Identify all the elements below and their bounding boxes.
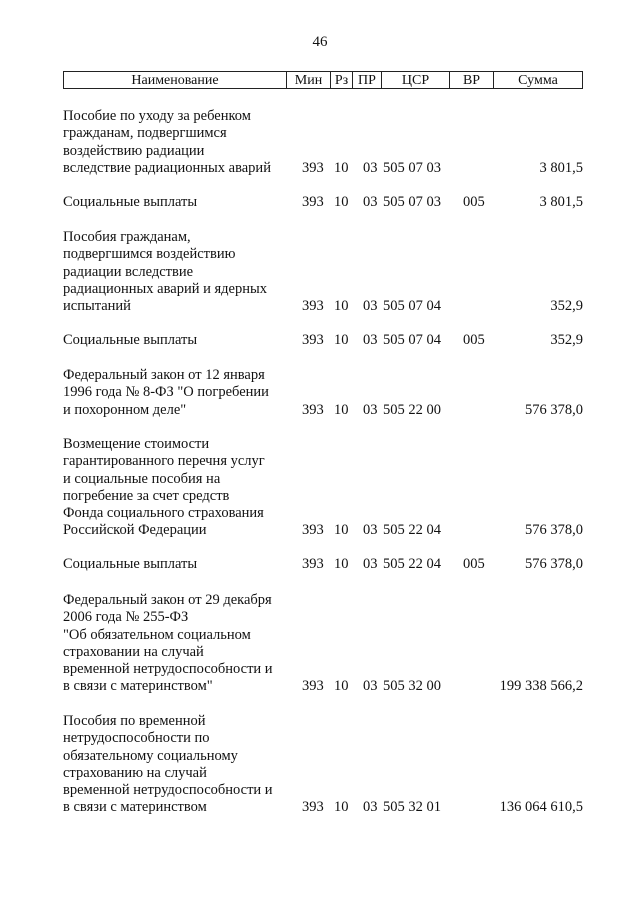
- row-pr: 03: [363, 332, 378, 348]
- row-name: Пособие по уходу за ребенком гражданам, подвергшимся воздействию радиации вследствие радиационных аварий: [63, 108, 271, 176]
- row-rz: 10: [334, 678, 349, 694]
- row-pr: 03: [363, 556, 378, 572]
- row-csr: 505 07 04: [383, 298, 441, 314]
- page-number: 46: [312, 34, 328, 50]
- row-sum: 576 378,0: [525, 556, 583, 572]
- row-min: 393: [302, 194, 324, 210]
- row-pr: 03: [363, 678, 378, 694]
- row-name: Социальные выплаты: [63, 332, 198, 348]
- row-rz: 10: [334, 402, 349, 418]
- row-sum: 576 378,0: [525, 402, 583, 418]
- row-name: Социальные выплаты: [63, 556, 198, 572]
- table-header: [63, 71, 583, 89]
- row-name: Возмещение стоимости гарантированного перечня услуг и социальные пособия на погребение за счет средств Фонда социального страхования Российской Федерации: [63, 436, 265, 539]
- row-rz: 10: [334, 799, 349, 815]
- row-csr: 505 32 01: [383, 799, 441, 815]
- header-pr: ПР: [353, 72, 382, 88]
- row-rz: 10: [334, 522, 349, 538]
- row-csr: 505 07 03: [383, 160, 441, 176]
- row-pr: 03: [363, 194, 378, 210]
- row-pr: 03: [363, 402, 378, 418]
- row-sum: 3 801,5: [539, 194, 583, 210]
- row-vr: 005: [463, 332, 485, 348]
- row-csr: 505 22 04: [383, 522, 441, 538]
- header-vr: ВР: [450, 72, 494, 88]
- row-sum: 352,9: [550, 298, 583, 314]
- header-name: Наименование: [64, 72, 287, 88]
- row-csr: 505 07 04: [383, 332, 441, 348]
- row-pr: 03: [363, 799, 378, 815]
- row-name: Федеральный закон от 29 декабря 2006 года № 255-ФЗ "Об обязательном социальном страховании на случай временной нетрудоспособности и в связи с материнством": [63, 592, 273, 695]
- row-min: 393: [302, 298, 324, 314]
- row-vr: 005: [463, 194, 485, 210]
- header-csr: ЦСР: [382, 72, 450, 88]
- row-vr: 005: [463, 556, 485, 572]
- row-csr: 505 22 00: [383, 402, 441, 418]
- row-rz: 10: [334, 332, 349, 348]
- row-min: 393: [302, 799, 324, 815]
- row-sum: 199 338 566,2: [499, 678, 583, 694]
- row-csr: 505 32 00: [383, 678, 441, 694]
- row-name: Пособия по временной нетрудоспособности по обязательному социальному страхованию на случай временной нетрудоспособности и в связи с материнством: [63, 713, 273, 816]
- row-min: 393: [302, 678, 324, 694]
- row-min: 393: [302, 332, 324, 348]
- row-rz: 10: [334, 556, 349, 572]
- header-rz: Рз: [331, 72, 353, 88]
- row-name: Пособия гражданам, подвергшимся воздействию радиации вследствие радиационных аварий и ядерных испытаний: [63, 229, 267, 315]
- row-rz: 10: [334, 160, 349, 176]
- row-name: Социальные выплаты: [63, 194, 198, 210]
- row-sum: 3 801,5: [539, 160, 583, 176]
- row-csr: 505 07 03: [383, 194, 441, 210]
- row-pr: 03: [363, 522, 378, 538]
- row-name: Федеральный закон от 12 января 1996 года № 8-ФЗ "О погребении и похоронном деле": [63, 367, 269, 418]
- row-min: 393: [302, 556, 324, 572]
- row-sum: 352,9: [550, 332, 583, 348]
- header-sum: Сумма: [518, 73, 558, 88]
- row-pr: 03: [363, 298, 378, 314]
- header-min: Мин: [287, 72, 331, 88]
- row-rz: 10: [334, 194, 349, 210]
- row-sum: 576 378,0: [525, 522, 583, 538]
- row-rz: 10: [334, 298, 349, 314]
- row-csr: 505 22 04: [383, 556, 441, 572]
- row-min: 393: [302, 402, 324, 418]
- row-pr: 03: [363, 160, 378, 176]
- row-min: 393: [302, 522, 324, 538]
- row-min: 393: [302, 160, 324, 176]
- row-sum: 136 064 610,5: [499, 799, 583, 815]
